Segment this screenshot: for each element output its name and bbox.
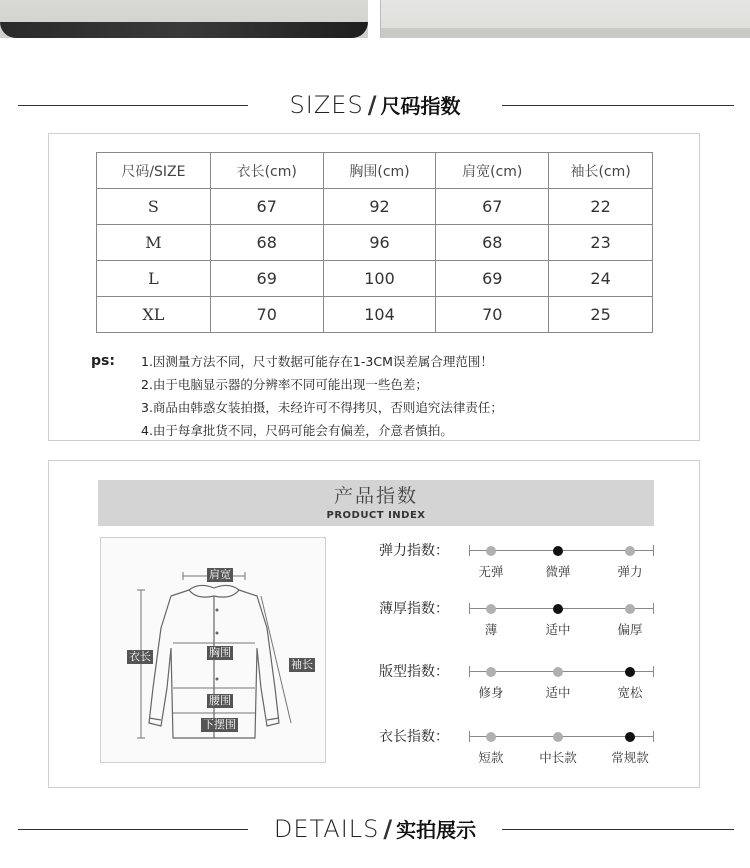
scale-option: 微弹 bbox=[545, 564, 571, 579]
header-sleeve: 袖长(cm) bbox=[549, 153, 653, 189]
product-index-banner bbox=[98, 480, 654, 526]
scale-option: 适中 bbox=[545, 685, 571, 700]
scale-dot bbox=[486, 546, 496, 556]
garment-measure-diagram bbox=[100, 537, 326, 763]
product-index-title-en: PRODUCT INDEX bbox=[326, 510, 426, 521]
scale-dot bbox=[486, 667, 496, 677]
index-row-length bbox=[379, 727, 679, 767]
scale-option: 弹力 bbox=[617, 564, 643, 579]
details-heading-cn: 实拍展示 bbox=[396, 818, 477, 842]
cell-size: S bbox=[97, 189, 211, 225]
scale-dot bbox=[553, 667, 563, 677]
label-shoulder: 肩宽 bbox=[209, 568, 231, 581]
cell-size: M bbox=[97, 225, 211, 261]
cell-length: 68 bbox=[210, 225, 323, 261]
cell-length: 67 bbox=[210, 189, 323, 225]
cell-shoulder: 67 bbox=[436, 189, 549, 225]
index-label: 弹力指数： bbox=[379, 543, 449, 559]
scale-option: 中长款 bbox=[539, 750, 577, 765]
scale-dot bbox=[625, 604, 635, 614]
details-heading-sep: / bbox=[383, 815, 393, 843]
cell-shoulder: 68 bbox=[436, 225, 549, 261]
cell-chest: 92 bbox=[323, 189, 436, 225]
cell-sleeve: 25 bbox=[549, 297, 653, 333]
sizes-heading-en: SIZES bbox=[289, 91, 364, 119]
index-row-thickness bbox=[379, 599, 679, 639]
cell-sleeve: 24 bbox=[549, 261, 653, 297]
scale-option: 无弹 bbox=[478, 564, 504, 579]
header-length: 衣长(cm) bbox=[210, 153, 323, 189]
cell-size: L bbox=[97, 261, 211, 297]
table-row bbox=[97, 225, 653, 261]
cell-chest: 96 bbox=[323, 225, 436, 261]
details-heading bbox=[0, 814, 750, 844]
scale-option: 适中 bbox=[545, 622, 571, 637]
scale-dot bbox=[625, 732, 635, 742]
note-item: 1.因测量方法不同，尺寸数据可能存在1-3CM误差属合理范围！ bbox=[141, 354, 493, 369]
cell-length: 69 bbox=[210, 261, 323, 297]
cell-sleeve: 23 bbox=[549, 225, 653, 261]
index-label: 衣长指数： bbox=[379, 729, 449, 745]
header-size: 尺码/SIZE bbox=[97, 153, 211, 189]
sizes-heading-cn: 尺码指数 bbox=[380, 94, 461, 118]
index-label: 版型指数： bbox=[379, 664, 449, 680]
sizes-heading bbox=[0, 90, 750, 120]
cell-length: 70 bbox=[210, 297, 323, 333]
product-photo-left bbox=[0, 0, 368, 38]
cell-shoulder: 69 bbox=[436, 261, 549, 297]
scale-option: 宽松 bbox=[617, 685, 643, 700]
size-table bbox=[96, 152, 653, 333]
note-item: 3.商品由韩惑女装拍摄，未经许可不得拷贝，否则追究法律责任； bbox=[141, 400, 503, 415]
label-waist: 腰围 bbox=[209, 694, 231, 707]
scale-option: 常规款 bbox=[611, 750, 649, 765]
scale-dot bbox=[553, 604, 563, 614]
size-table-header-row bbox=[97, 153, 653, 189]
top-photo-strip bbox=[0, 0, 750, 38]
note-item: 4.由于每拿批货不同，尺码可能会有偏差，介意者慎拍。 bbox=[141, 423, 453, 438]
scale-option: 偏厚 bbox=[617, 622, 643, 637]
index-row-elasticity bbox=[379, 541, 679, 581]
cell-sleeve: 22 bbox=[549, 189, 653, 225]
scale-option: 短款 bbox=[478, 750, 504, 765]
label-length: 衣长 bbox=[129, 650, 151, 663]
size-chart-card bbox=[48, 133, 700, 441]
label-sleeve: 袖长 bbox=[291, 658, 313, 671]
table-row bbox=[97, 189, 653, 225]
cell-chest: 104 bbox=[323, 297, 436, 333]
product-photo-right bbox=[380, 0, 750, 38]
scale-dot bbox=[486, 732, 496, 742]
scale-dot bbox=[553, 732, 563, 742]
scale-option: 修身 bbox=[478, 685, 504, 700]
sizes-heading-sep: / bbox=[367, 91, 377, 119]
cell-chest: 100 bbox=[323, 261, 436, 297]
notes-ps-label: ps: bbox=[91, 353, 115, 369]
product-index-title-cn: 产品指数 bbox=[333, 485, 418, 507]
product-index-card bbox=[48, 460, 700, 788]
scale-dot bbox=[553, 546, 563, 556]
header-shoulder: 肩宽(cm) bbox=[436, 153, 549, 189]
label-hem: 下摆围 bbox=[203, 718, 236, 731]
table-row bbox=[97, 261, 653, 297]
table-row bbox=[97, 297, 653, 333]
notes-list bbox=[141, 350, 691, 442]
cell-shoulder: 70 bbox=[436, 297, 549, 333]
details-heading-en: DETAILS bbox=[273, 815, 380, 843]
index-row-fit bbox=[379, 662, 679, 702]
index-label: 薄厚指数： bbox=[379, 601, 449, 617]
note-item: 2.由于电脑显示器的分辨率不同可能出现一些色差； bbox=[141, 377, 428, 392]
scale-dot bbox=[625, 546, 635, 556]
cell-size: XL bbox=[97, 297, 211, 333]
scale-option: 薄 bbox=[484, 622, 498, 637]
scale-dot bbox=[625, 667, 635, 677]
scale-dot bbox=[486, 604, 496, 614]
header-chest: 胸围(cm) bbox=[323, 153, 436, 189]
label-chest: 胸围 bbox=[209, 646, 231, 659]
